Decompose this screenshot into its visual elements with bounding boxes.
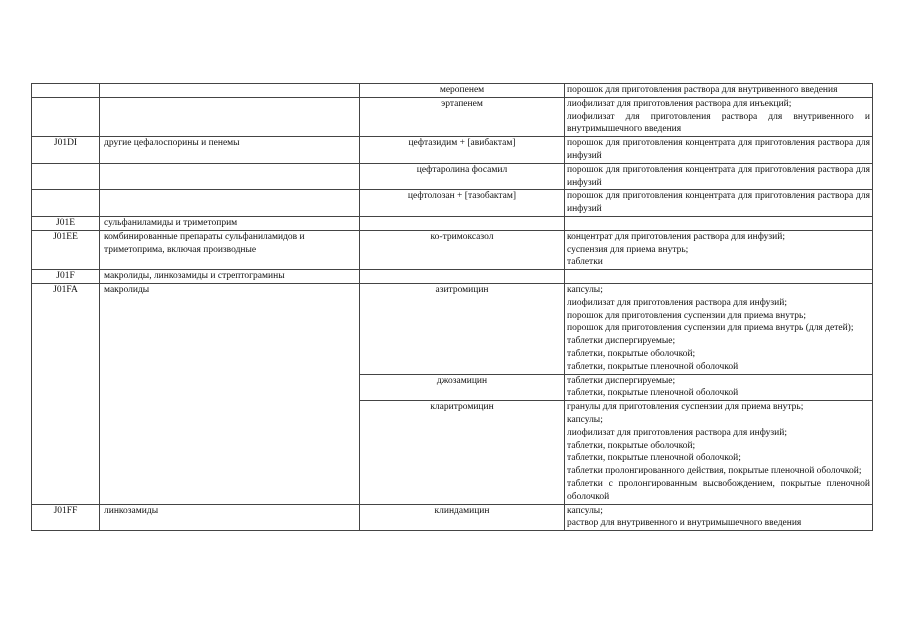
drug-name [360, 270, 565, 284]
dosage-form-line: таблетки диспергируемые; [567, 375, 676, 386]
atc-code: J01EE [32, 230, 100, 269]
group-name: другие цефалоспорины и пенемы [100, 137, 360, 164]
table-row [32, 504, 873, 531]
dosage-form-line: капсулы; [567, 414, 603, 425]
dosage-form-line: порошок для приготовления суспензии для приема внутрь (для детей); [567, 323, 854, 334]
dosage-forms [565, 504, 873, 531]
atc-code [32, 163, 100, 190]
table-row [32, 190, 873, 217]
atc-code [32, 190, 100, 217]
atc-code: J01FA [32, 283, 100, 504]
dosage-forms [565, 190, 873, 217]
table-row [32, 283, 873, 374]
dosage-form-line: суспензия для приема внутрь; [567, 244, 689, 255]
dosage-forms [565, 283, 873, 374]
dosage-form-line: порошок для приготовления концентрата для приготовления раствора для инфузий [567, 191, 870, 215]
group-name [100, 84, 360, 98]
drug-name: клиндамицин [360, 504, 565, 531]
table-row [32, 270, 873, 284]
atc-code: J01E [32, 216, 100, 230]
drug-name: меропенем [360, 84, 565, 98]
dosage-form-line: порошок для приготовления суспензии для приема внутрь; [567, 310, 806, 321]
table-row [32, 97, 873, 136]
group-name: макролиды [100, 283, 360, 504]
group-name [100, 163, 360, 190]
drug-name: цефтолозан + [тазобактам] [360, 190, 565, 217]
table-row [32, 230, 873, 269]
dosage-form-line: гранулы для приготовления суспензии для приема внутрь; [567, 402, 804, 413]
dosage-forms [565, 163, 873, 190]
dosage-form-line: таблетки диспергируемые; [567, 336, 676, 347]
atc-code: J01DI [32, 137, 100, 164]
drug-name: цефтаролина фосамил [360, 163, 565, 190]
drug-name: азитромицин [360, 283, 565, 374]
dosage-forms [565, 230, 873, 269]
group-name: линкозамиды [100, 504, 360, 531]
dosage-form-line: таблетки, покрытые пленочной оболочкой; [567, 453, 741, 464]
dosage-form-line: раствор для внутривенного и внутримышечного введения [567, 518, 802, 529]
group-name [100, 190, 360, 217]
drug-name: эртапенем [360, 97, 565, 136]
dosage-form-line: концентрат для приготовления раствора для инфузий; [567, 231, 785, 242]
atc-code [32, 84, 100, 98]
group-name: сульфаниламиды и триметоприм [100, 216, 360, 230]
dosage-form-line: капсулы; [567, 284, 603, 295]
dosage-form-line: порошок для приготовления концентрата для приготовления раствора для инфузий [567, 138, 870, 161]
drug-name: цефтазидим + [авибактам] [360, 137, 565, 164]
dosage-forms [565, 97, 873, 136]
dosage-form-line: таблетки [567, 257, 603, 268]
dosage-forms [565, 137, 873, 164]
dosage-form-line: таблетки с пролонгированным высвобождением, покрытые пленочной оболочкой [567, 478, 870, 502]
dosage-form-line: таблетки, покрытые оболочкой; [567, 440, 696, 451]
dosage-form-line: лиофилизат для приготовления раствора для инъекций; [567, 98, 792, 109]
table-row [32, 137, 873, 164]
group-name: макролиды, линкозамиды и стрептограмины [100, 270, 360, 284]
table-row [32, 84, 873, 98]
dosage-forms [565, 401, 873, 504]
dosage-form-line: таблетки, покрытые пленочной оболочкой [567, 361, 739, 372]
dosage-form-line: капсулы; [567, 505, 603, 516]
table-row [32, 216, 873, 230]
dosage-form-line: порошок для приготовления раствора для внутривенного введения [567, 85, 838, 95]
dosage-form-line: лиофилизат для приготовления раствора для инфузий; [567, 427, 787, 438]
dosage-forms [565, 374, 873, 401]
table-row [32, 163, 873, 190]
dosage-form-line: лиофилизат для приготовления раствора для внутривенного и внутримышечного введения [567, 111, 870, 135]
dosage-form-line: таблетки, покрытые оболочкой; [567, 348, 696, 359]
dosage-form-line: порошок для приготовления концентрата для приготовления раствора для инфузий [567, 164, 870, 188]
dosage-forms [565, 84, 873, 98]
dosage-forms [565, 270, 873, 284]
drug-name: ко-тримоксазол [360, 230, 565, 269]
dosage-form-line: таблетки пролонгированного действия, покрытые пленочной оболочкой; [567, 466, 862, 477]
atc-code: J01F [32, 270, 100, 284]
atc-code: J01FF [32, 504, 100, 531]
drug-list-table [31, 83, 873, 531]
table-body [32, 84, 873, 531]
dosage-forms [565, 216, 873, 230]
drug-name [360, 216, 565, 230]
group-name [100, 97, 360, 136]
drug-name: кларитромицин [360, 401, 565, 504]
atc-code [32, 97, 100, 136]
group-name: комбинированные препараты сульфаниламидов и триметоприма, включая производные [100, 230, 360, 269]
dosage-form-line: лиофилизат для приготовления раствора для инфузий; [567, 297, 787, 308]
dosage-form-line: таблетки, покрытые пленочной оболочкой [567, 388, 739, 399]
drug-name: джозамицин [360, 374, 565, 401]
